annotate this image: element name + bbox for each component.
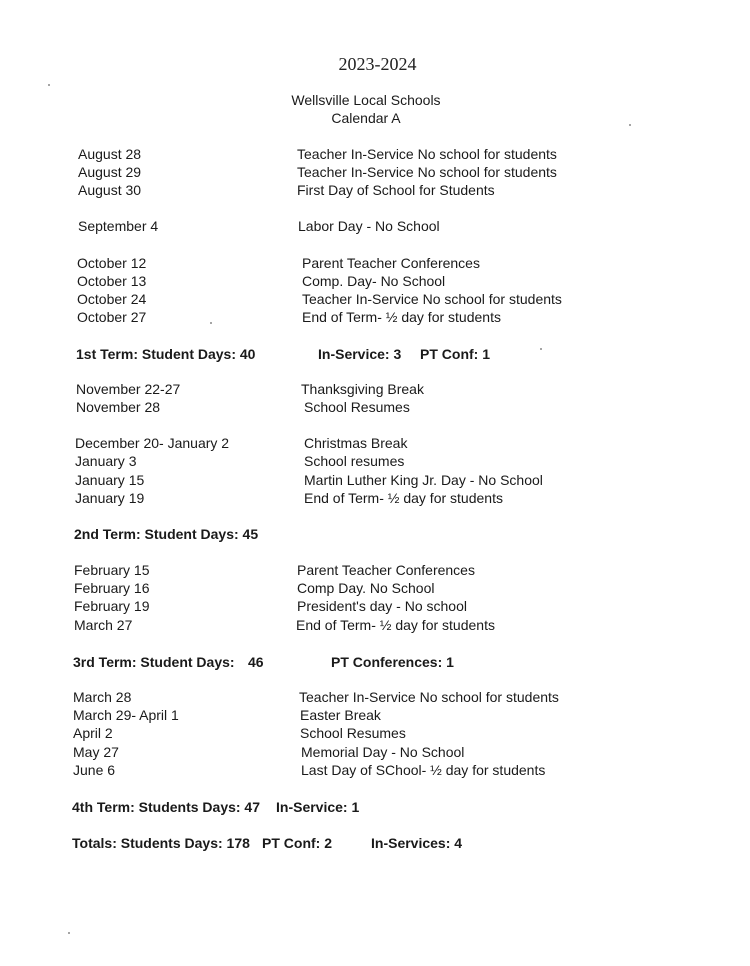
term-pt-conf: PT Conf: 1 <box>420 346 490 362</box>
scan-speck <box>540 348 542 350</box>
event-date: June 6 <box>73 762 116 778</box>
event-description: Easter Break <box>300 707 381 723</box>
event-date: October 12 <box>77 255 147 271</box>
event-date: August 28 <box>78 146 142 162</box>
event-description: Teacher In-Service No school for students <box>297 146 557 162</box>
event-description: End of Term- ½ day for students <box>296 617 495 633</box>
scan-speck <box>68 932 70 934</box>
event-description: Labor Day - No School <box>298 218 440 234</box>
event-date: May 27 <box>73 744 119 760</box>
event-date: October 27 <box>77 309 147 325</box>
event-description: School Resumes <box>304 399 410 415</box>
totals-inservices: In-Services: 4 <box>371 835 463 851</box>
totals-pt-conf: PT Conf: 2 <box>262 835 332 851</box>
term-student-days: 4th Term: Students Days: 47 <box>72 799 261 815</box>
event-description: School resumes <box>304 453 405 469</box>
event-date: March 27 <box>74 617 133 633</box>
term-student-days: 3rd Term: Student Days: <box>73 654 235 670</box>
school-name: Wellsville Local Schools <box>291 92 441 108</box>
event-description: President's day - No school <box>297 598 467 614</box>
event-description: Memorial Day - No School <box>301 744 465 760</box>
event-date: November 28 <box>76 399 161 415</box>
event-description: Comp. Day- No School <box>302 273 446 289</box>
event-description: Comp Day. No School <box>297 580 435 596</box>
event-date: October 13 <box>77 273 147 289</box>
event-description: First Day of School for Students <box>297 182 495 198</box>
calendar-heading <box>0 91 732 127</box>
event-date: January 19 <box>75 490 145 506</box>
event-description: Teacher In-Service No school for students <box>297 164 557 180</box>
event-date: April 2 <box>73 725 113 741</box>
event-description: School Resumes <box>300 725 406 741</box>
event-date: March 28 <box>73 689 132 705</box>
event-date: January 3 <box>75 453 137 469</box>
event-description: Christmas Break <box>304 435 408 451</box>
event-date: August 30 <box>78 182 142 198</box>
scan-speck <box>48 84 50 86</box>
event-date: January 15 <box>75 472 145 488</box>
event-description: Parent Teacher Conferences <box>302 255 480 271</box>
event-date: February 19 <box>74 598 150 614</box>
event-description: Teacher In-Service No school for students <box>302 291 562 307</box>
term-student-days: 2nd Term: Student Days: 45 <box>74 526 259 542</box>
event-description: Thanksgiving Break <box>301 381 424 397</box>
scan-speck <box>210 322 212 324</box>
event-date: October 24 <box>77 291 147 307</box>
term-pt-conf: PT Conferences: 1 <box>331 654 454 670</box>
event-description: Parent Teacher Conferences <box>297 562 475 578</box>
event-date: February 16 <box>74 580 150 596</box>
event-date: February 15 <box>74 562 150 578</box>
calendar-name: Calendar A <box>331 110 401 126</box>
event-date: March 29- April 1 <box>73 707 179 723</box>
term-inservice: In-Service: 1 <box>276 799 360 815</box>
term-student-days-count: 46 <box>248 654 264 670</box>
event-date: August 29 <box>78 164 142 180</box>
event-description: Martin Luther King Jr. Day - No School <box>304 472 543 488</box>
term-student-days: 1st Term: Student Days: 40 <box>76 346 256 362</box>
event-date: December 20- January 2 <box>75 435 230 451</box>
event-description: Last Day of SChool- ½ day for students <box>301 762 546 778</box>
event-description: Teacher In-Service No school for students <box>299 689 559 705</box>
event-date: November 22-27 <box>76 381 181 397</box>
totals-student-days: Totals: Students Days: 178 <box>72 835 250 851</box>
scan-speck <box>629 124 631 126</box>
event-date: September 4 <box>78 218 159 234</box>
calendar-year: 2023-2024 <box>338 54 417 74</box>
event-description: End of Term- ½ day for students <box>304 490 503 506</box>
event-description: End of Term- ½ day for students <box>302 309 501 325</box>
term-inservice: In-Service: 3 <box>318 346 402 362</box>
